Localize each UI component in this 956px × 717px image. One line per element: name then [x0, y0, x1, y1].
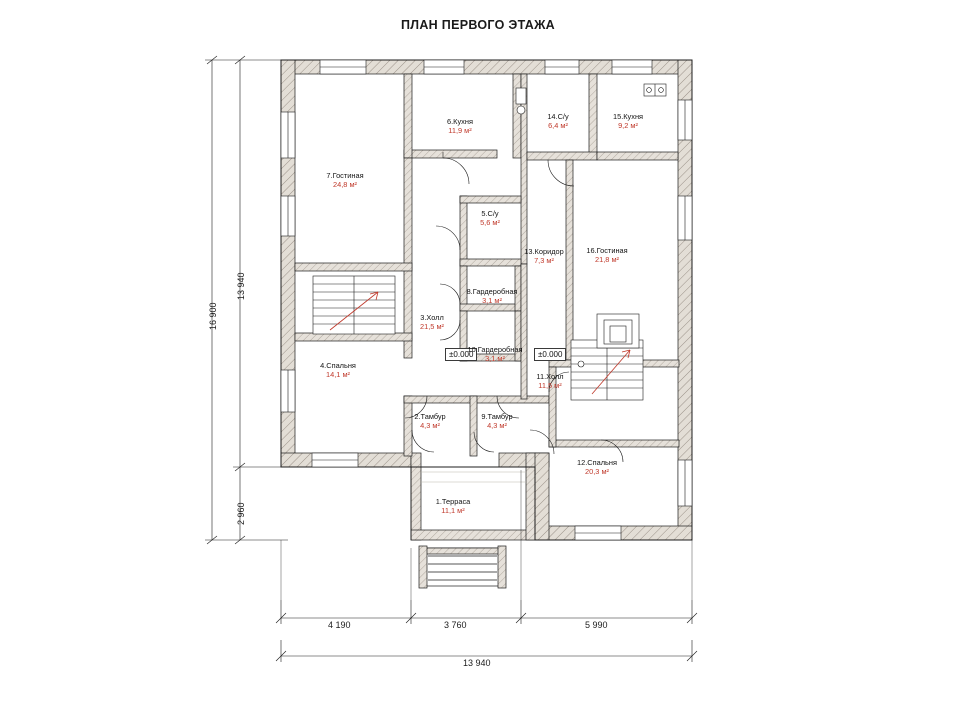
- room-label-bedroom-4: [293, 361, 383, 380]
- room-name: 2.Тамбур: [414, 412, 446, 421]
- room-area: 3,1 м²: [485, 354, 505, 364]
- room-name: 1.Терраса: [435, 497, 471, 506]
- room-name: 6.Кухня: [447, 117, 473, 126]
- room-area: 11,9 м²: [448, 126, 472, 136]
- room-area: 20,3 м²: [585, 467, 609, 477]
- dimension-vertical-13940: 13 940: [236, 272, 246, 300]
- room-area: 21,5 м²: [420, 322, 444, 332]
- room-area: 24,8 м²: [333, 180, 357, 190]
- room-area: 5,6 м²: [480, 218, 500, 228]
- room-area: 11,1 м²: [441, 506, 465, 516]
- room-area: 11,5 м²: [538, 381, 562, 391]
- room-area: 3,1 м²: [482, 296, 502, 306]
- room-area: 9,2 м²: [618, 121, 638, 131]
- room-area: 14,1 м²: [326, 370, 350, 380]
- page-title: ПЛАН ПЕРВОГО ЭТАЖА: [401, 18, 555, 32]
- room-label-bathroom-5: [455, 209, 525, 228]
- dimension-horizontal-3760: 3 760: [444, 620, 467, 630]
- room-name: 9.Тамбур: [481, 412, 513, 421]
- room-name: 4.Спальня: [320, 361, 356, 370]
- room-label-vestibule-9: [462, 412, 532, 431]
- room-label-hall-11: [510, 372, 590, 391]
- level-mark-right: ±0.000: [534, 348, 566, 361]
- room-label-kitchen-15: [595, 112, 661, 131]
- dimension-vertical-16900: 16 900: [208, 302, 218, 330]
- dimension-vertical-2960: 2 960: [236, 502, 246, 525]
- room-label-wardrobe-8: [452, 287, 532, 306]
- room-name: 8.Гардеробная: [466, 287, 518, 296]
- room-area: 7,3 м²: [534, 256, 554, 266]
- dimension-horizontal-total: 13 940: [463, 658, 491, 668]
- room-name: 10.Гардеробная: [467, 345, 523, 354]
- room-area: 6,4 м²: [548, 121, 568, 131]
- room-area: 4,3 м²: [420, 421, 440, 431]
- room-area: 21,8 м²: [595, 255, 619, 265]
- room-label-kitchen-6: [420, 117, 500, 136]
- room-name: 11.Холл: [536, 372, 564, 381]
- room-label-living-16: [562, 246, 652, 265]
- room-name: 13.Коридор: [524, 247, 564, 256]
- room-name: 3.Холл: [420, 313, 444, 322]
- dimension-horizontal-4190: 4 190: [328, 620, 351, 630]
- room-label-vestibule-2: [390, 412, 470, 431]
- room-label-bedroom-12: [552, 458, 642, 477]
- room-name: 7.Гостиная: [326, 171, 364, 180]
- room-name: 12.Спальня: [577, 458, 617, 467]
- room-label-wardrobe-10: [452, 345, 538, 364]
- room-name: 14.С/у: [547, 112, 569, 121]
- room-label-terrace: [408, 497, 498, 516]
- room-label-living-7: [300, 171, 390, 190]
- room-label-bathroom-14: [526, 112, 590, 131]
- level-mark-left: ±0.000: [445, 348, 477, 361]
- room-label-hall-3: [392, 313, 472, 332]
- dimension-horizontal-5990: 5 990: [585, 620, 608, 630]
- room-name: 16.Гостиная: [586, 246, 628, 255]
- room-name: 15.Кухня: [612, 112, 644, 121]
- room-area: 4,3 м²: [487, 421, 507, 431]
- room-name: 5.С/у: [481, 209, 499, 218]
